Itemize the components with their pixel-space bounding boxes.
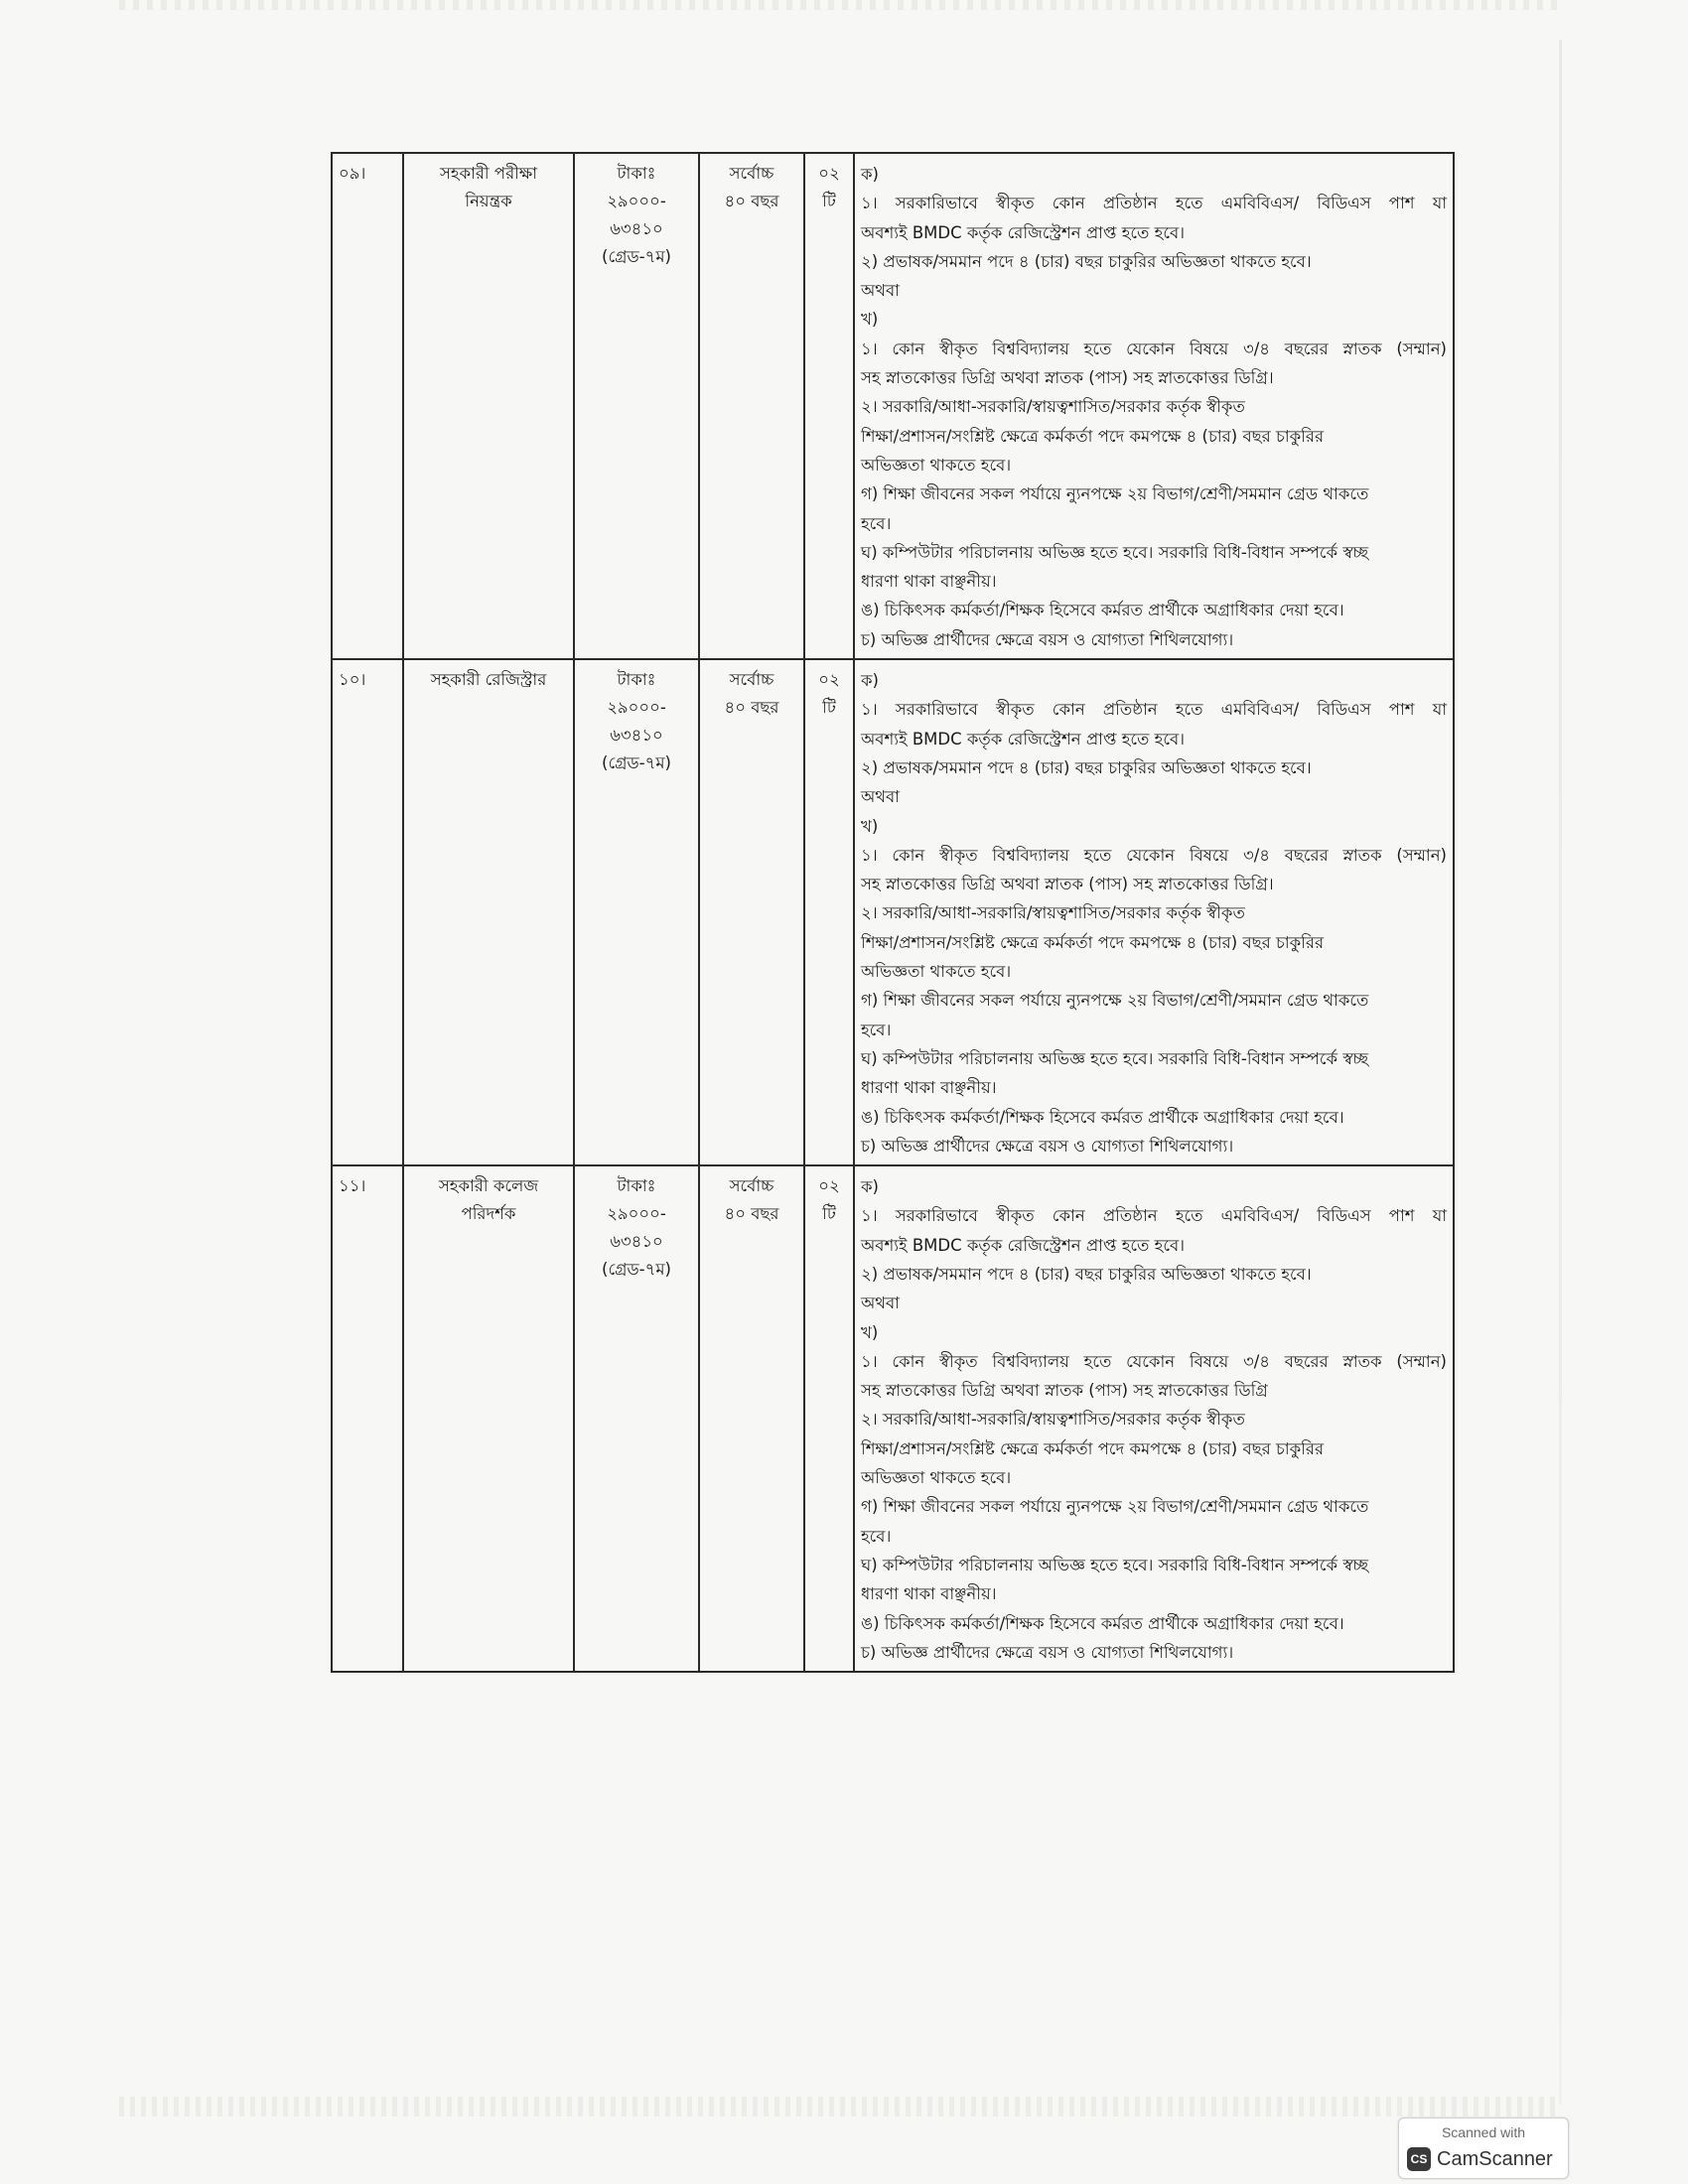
requirement-line: ঙ) চিকিৎসক কর্মকর্তা/শিক্ষক হিসেবে কর্মরত প্রার্থীকে অগ্রাধিকার দেয়া হবে। [861,1107,1344,1127]
age-limit-line: ৪০ বছর [724,1204,779,1224]
pay-scale-line: টাকাঃ [617,1176,656,1196]
post-count-line: টি [822,698,836,718]
pay-scale-line: টাকাঃ [617,670,656,690]
scan-noise-top [119,0,1559,10]
camscanner-logo-icon: CS [1407,2147,1431,2171]
requirement-line: শিক্ষা/প্রশাসন/সংশ্লিষ্ট ক্ষেত্রে কর্মকর্তা পদে কমপক্ষে ৪ (চার) বছর চাকুরির [861,1438,1325,1458]
requirement-line: ক) [861,165,879,184]
requirement-line: খ) [861,1322,879,1342]
requirement-line: সহ স্নাতকোত্তর ডিগ্রি অথবা স্নাতক (পাস) সহ স্নাতকোত্তর ডিগ্রি। [861,875,1274,894]
requirement-line: ঙ) চিকিৎসক কর্মকর্তা/শিক্ষক হিসেবে কর্মরত প্রার্থীকে অগ্রাধিকার দেয়া হবে। [861,601,1344,620]
pay-scale-line: ৬৩৪১০ [610,726,663,746]
requirement-line: ১। সরকারিভাবে স্বীকৃত কোন প্রতিষ্ঠান হতে এমবিবিএস/ বিডিএস পাশ যা [861,1206,1447,1226]
requirement-line: অবশ্যই BMDC কর্তৃক রেজিস্ট্রেশন প্রাপ্ত হতে হবে। [861,1235,1186,1255]
post-count-cell [804,659,854,1165]
post-name-line: সহকারী রেজিস্ট্রার [430,670,547,690]
watermark-caption: Scanned with [1441,2124,1526,2140]
age-limit-cell [699,153,804,659]
age-limit-cell [699,659,804,1165]
requirement-line: ঙ) চিকিৎসক কর্মকর্তা/শিক্ষক হিসেবে কর্মরত প্রার্থীকে অগ্রাধিকার দেয়া হবে। [861,1613,1344,1633]
requirement-line: ১। কোন স্বীকৃত বিশ্ববিদ্যালয় হতে যেকোন বিষয়ে ৩/৪ বছরের স্নাতক (সম্মান) [861,339,1447,358]
requirement-line: হবে। [861,1526,892,1546]
requirement-line: ঘ) কম্পিউটার পরিচালনায় অভিজ্ঞ হতে হবে। সরকারি বিধি-বিধান সম্পর্কে স্বচ্ছ [861,1048,1368,1068]
age-limit-cell [699,1165,804,1672]
age-limit-line: ৪০ বছর [724,192,779,210]
requirement-line: শিক্ষা/প্রশাসন/সংশ্লিষ্ট ক্ষেত্রে কর্মকর্তা পদে কমপক্ষে ৪ (চার) বছর চাকুরির [861,426,1325,446]
requirement-line: চ) অভিজ্ঞ প্রার্থীদের ক্ষেত্রে বয়স ও যোগ্যতা শিথিলযোগ্য। [861,1136,1234,1156]
requirement-line: হবে। [861,513,892,533]
requirement-line: অবশ্যই BMDC কর্তৃক রেজিস্ট্রেশন প্রাপ্ত হতে হবে। [861,729,1186,749]
requirement-line: চ) অভিজ্ঞ প্রার্থীদের ক্ষেত্রে বয়স ও যোগ্যতা শিথিলযোগ্য। [861,629,1234,649]
requirement-line: ক) [861,1177,879,1197]
requirement-line: হবে। [861,1020,892,1039]
serial-cell [332,153,403,659]
requirement-line: অথবা [861,787,900,807]
requirement-line: ১। সরকারিভাবে স্বীকৃত কোন প্রতিষ্ঠান হতে এমবিবিএস/ বিডিএস পাশ যা [861,700,1447,720]
post-count-cell [804,1165,854,1672]
requirement-line: শিক্ষা/প্রশাসন/সংশ্লিষ্ট ক্ষেত্রে কর্মকর্তা পদে কমপক্ষে ৪ (চার) বছর চাকুরির [861,932,1325,952]
post-name-cell [403,153,574,659]
requirement-line: গ) শিক্ষা জীবনের সকল পর্যায়ে ন্যুনপক্ষে ২য় বিভাগ/শ্রেণী/সমমান গ্রেড থাকতে [861,484,1369,504]
post-count-line: টি [822,1204,836,1224]
requirement-line: ২) প্রভাষক/সমমান পদে ৪ (চার) বছর চাকুরির অভিজ্ঞতা থাকতে হবে। [861,251,1312,271]
watermark-brand-name: CamScanner [1437,2147,1553,2170]
camscanner-watermark [1398,2117,1569,2179]
post-name-line: পরিদর্শক [461,1204,516,1224]
requirements-cell [854,1165,1454,1672]
post-count-line: ০২ [818,670,840,690]
requirement-line: চ) অভিজ্ঞ প্রার্থীদের ক্ষেত্রে বয়স ও যোগ্যতা শিথিলযোগ্য। [861,1642,1234,1662]
requirement-line: ১। সরকারিভাবে স্বীকৃত কোন প্রতিষ্ঠান হতে এমবিবিএস/ বিডিএস পাশ যা [861,194,1447,213]
requirement-line: সহ স্নাতকোত্তর ডিগ্রি অথবা স্নাতক (পাস) সহ স্নাতকোত্তর ডিগ্রি [861,1381,1268,1401]
pay-scale-line: ২৯০০০- [607,698,666,718]
requirement-line: ক) [861,671,879,691]
table-row [332,1165,1454,1672]
requirement-line: অভিজ্ঞতা থাকতে হবে। [861,962,1012,982]
requirement-line: ২। সরকারি/আধা-সরকারি/স্বায়ত্বশাসিত/সরকার কর্তৃক স্বীকৃত [861,903,1245,923]
post-name-cell [403,1165,574,1672]
requirement-line: অভিজ্ঞতা থাকতে হবে। [861,1468,1012,1488]
age-limit-line: সর্বোচ্চ [729,164,774,183]
post-name-line: সহকারী পরীক্ষা [439,164,538,183]
requirement-line: ২) প্রভাষক/সমমান পদে ৪ (চার) বছর চাকুরির অভিজ্ঞতা থাকতে হবে। [861,1264,1312,1284]
requirements-cell [854,153,1454,659]
requirement-line: ধারণা থাকা বাঞ্ছনীয়। [861,1078,997,1098]
requirement-line: ধারণা থাকা বাঞ্ছনীয়। [861,572,997,592]
post-count-line: ০২ [818,1176,840,1196]
post-count-line: টি [822,192,836,210]
requirement-line: অবশ্যই BMDC কর্তৃক রেজিস্ট্রেশন প্রাপ্ত হতে হবে। [861,222,1186,242]
age-limit-line: সর্বোচ্চ [729,1176,774,1196]
requirement-line: ১। কোন স্বীকৃত বিশ্ববিদ্যালয় হতে যেকোন বিষয়ে ৩/৪ বছরের স্নাতক (সম্মান) [861,845,1447,865]
requirement-line: সহ স্নাতকোত্তর ডিগ্রি অথবা স্নাতক (পাস) সহ স্নাতকোত্তর ডিগ্রি। [861,368,1274,388]
pay-scale-line: টাকাঃ [617,164,656,183]
post-name-line: নিয়ন্ত্রক [465,192,512,210]
requirements-cell [854,659,1454,1165]
requirement-line: ২। সরকারি/আধা-সরকারি/স্বায়ত্বশাসিত/সরকার কর্তৃক স্বীকৃত [861,397,1245,417]
pay-scale-line: ২৯০০০- [607,192,666,210]
requirement-line: অথবা [861,1294,900,1313]
requirement-line: খ) [861,816,879,836]
requirement-line: ১। কোন স্বীকৃত বিশ্ববিদ্যালয় হতে যেকোন বিষয়ে ৩/৪ বছরের স্নাতক (সম্মান) [861,1351,1447,1371]
scan-noise-bottom [119,2097,1559,2116]
requirement-line: খ) [861,310,879,330]
requirement-line: ঘ) কম্পিউটার পরিচালনায় অভিজ্ঞ হতে হবে। সরকারি বিধি-বিধান সম্পর্কে স্বচ্ছ [861,1555,1368,1574]
requirement-line: অভিজ্ঞতা থাকতে হবে। [861,455,1012,475]
requirement-line: ২। সরকারি/আধা-সরকারি/স্বায়ত্বশাসিত/সরকার কর্তৃক স্বীকৃত [861,1410,1245,1430]
serial-number: ০৯। [339,164,366,183]
requirement-line: ধারণা থাকা বাঞ্ছনীয়। [861,1584,997,1604]
post-name-line: সহকারী কলেজ [438,1176,539,1196]
pay-scale-line: ৬৩৪১০ [610,219,663,238]
pay-scale-line: (গ্রেড-৭ম) [602,753,671,773]
post-count-cell [804,153,854,659]
scan-page-edge [1559,40,1562,2105]
serial-cell [332,659,403,1165]
age-limit-line: সর্বোচ্চ [729,670,774,690]
pay-scale-line: (গ্রেড-৭ম) [602,1260,671,1280]
requirement-line: গ) শিক্ষা জীবনের সকল পর্যায়ে ন্যুনপক্ষে ২য় বিভাগ/শ্রেণী/সমমান গ্রেড থাকতে [861,1497,1369,1517]
requirement-line: ঘ) কম্পিউটার পরিচালনায় অভিজ্ঞ হতে হবে। সরকারি বিধি-বিধান সম্পর্কে স্বচ্ছ [861,542,1368,562]
pay-scale-cell [574,153,699,659]
requirement-line: গ) শিক্ষা জীবনের সকল পর্যায়ে ন্যুনপক্ষে ২য় বিভাগ/শ্রেণী/সমমান গ্রেড থাকতে [861,991,1369,1011]
pay-scale-cell [574,1165,699,1672]
post-name-cell [403,659,574,1165]
serial-number: ১০। [339,670,366,690]
table-body [332,153,1454,1672]
serial-number: ১১। [339,1176,366,1196]
table-row [332,153,1454,659]
pay-scale-line: ৬৩৪১০ [610,1232,663,1252]
age-limit-line: ৪০ বছর [724,698,779,718]
requirement-line: ২) প্রভাষক/সমমান পদে ৪ (চার) বছর চাকুরির অভিজ্ঞতা থাকতে হবে। [861,757,1312,777]
job-requirements-table [331,152,1455,1673]
pay-scale-line: (গ্রেড-৭ম) [602,247,671,266]
pay-scale-line: ২৯০০০- [607,1204,666,1224]
pay-scale-cell [574,659,699,1165]
serial-cell [332,1165,403,1672]
table-row [332,659,1454,1165]
watermark-brand [1407,2146,1553,2172]
requirement-line: অথবা [861,281,900,301]
post-count-line: ০২ [818,164,840,183]
